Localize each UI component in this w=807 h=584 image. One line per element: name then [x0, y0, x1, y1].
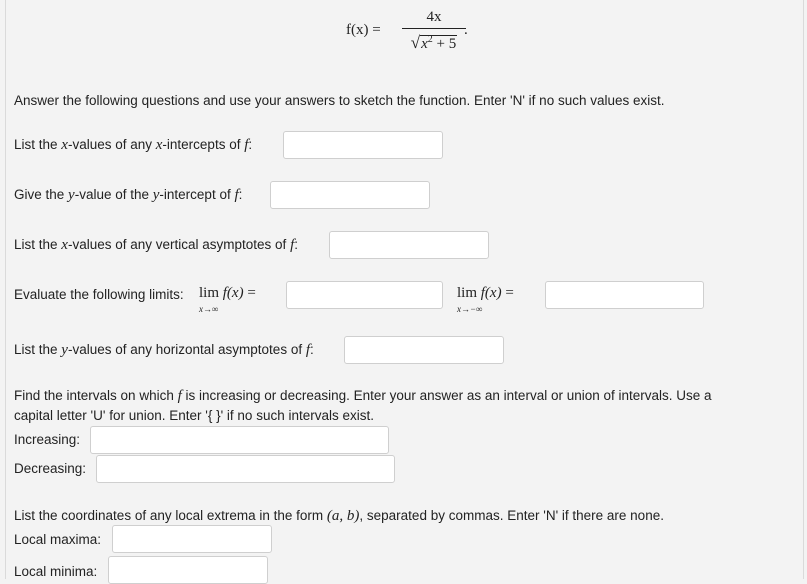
- formula-period: .: [464, 22, 468, 38]
- increasing-input[interactable]: [90, 426, 389, 454]
- limit-pos-inf-subscript: x→∞: [199, 304, 219, 314]
- local-maxima-input[interactable]: [112, 525, 272, 553]
- x-intercepts-input[interactable]: [283, 131, 443, 159]
- y-intercept-label: Give the y-value of the y-intercept of f:: [14, 187, 243, 203]
- den-exponent: 2: [427, 34, 433, 45]
- formula-numerator: 4x: [426, 9, 442, 25]
- y-intercept-input[interactable]: [270, 181, 430, 209]
- horizontal-asymptotes-input[interactable]: [344, 336, 504, 364]
- sqrt-symbol: √: [410, 33, 421, 52]
- fraction-bar: [402, 28, 466, 29]
- formula-denominator: [402, 31, 466, 53]
- limit-neg-inf-expression: lim f(x) = x→−∞: [457, 285, 514, 314]
- limit-pos-inf-input[interactable]: [286, 281, 443, 309]
- radicand: [420, 35, 457, 52]
- decreasing-label: Decreasing:: [14, 461, 87, 476]
- den-rest: + 5: [432, 36, 457, 52]
- intervals-instructions: Find the intervals on which f is increasing or decreasing. Enter your answer as an interval or union of intervals. Use a capital letter 'U' for union. Enter '{ }' if no such intervals exist.: [14, 388, 712, 423]
- problem-panel: [5, 0, 804, 579]
- vertical-asymptotes-input[interactable]: [329, 231, 489, 259]
- formula-fraction: [402, 8, 466, 53]
- vertical-asymptotes-label: List the x-values of any vertical asymptotes of f:: [14, 237, 298, 253]
- local-minima-input[interactable]: [108, 556, 268, 584]
- limits-label: Evaluate the following limits:: [14, 287, 184, 302]
- extrema-instructions: List the coordinates of any local extrema in the form (a, b), separated by commas. Enter 'N' if there are none.: [14, 508, 664, 524]
- increasing-label: Increasing:: [14, 432, 81, 447]
- local-minima-label: Local minima:: [14, 564, 98, 579]
- horizontal-asymptotes-label: List the y-values of any horizontal asymptotes of f:: [14, 342, 314, 358]
- den-variable: x: [421, 36, 428, 52]
- formula-lhs: f(x) =: [346, 22, 381, 38]
- local-maxima-label: Local maxima:: [14, 532, 102, 547]
- instructions-text: Answer the following questions and use your answers to sketch the function. Enter 'N' if no such values exist.: [14, 93, 665, 108]
- limit-neg-inf-input[interactable]: [545, 281, 704, 309]
- decreasing-input[interactable]: [96, 455, 395, 483]
- x-intercepts-label: List the x-values of any x-intercepts of f:: [14, 137, 253, 153]
- limit-pos-inf-expression: lim f(x) = x→∞: [199, 285, 256, 314]
- limit-neg-inf-subscript: x→−∞: [457, 304, 483, 314]
